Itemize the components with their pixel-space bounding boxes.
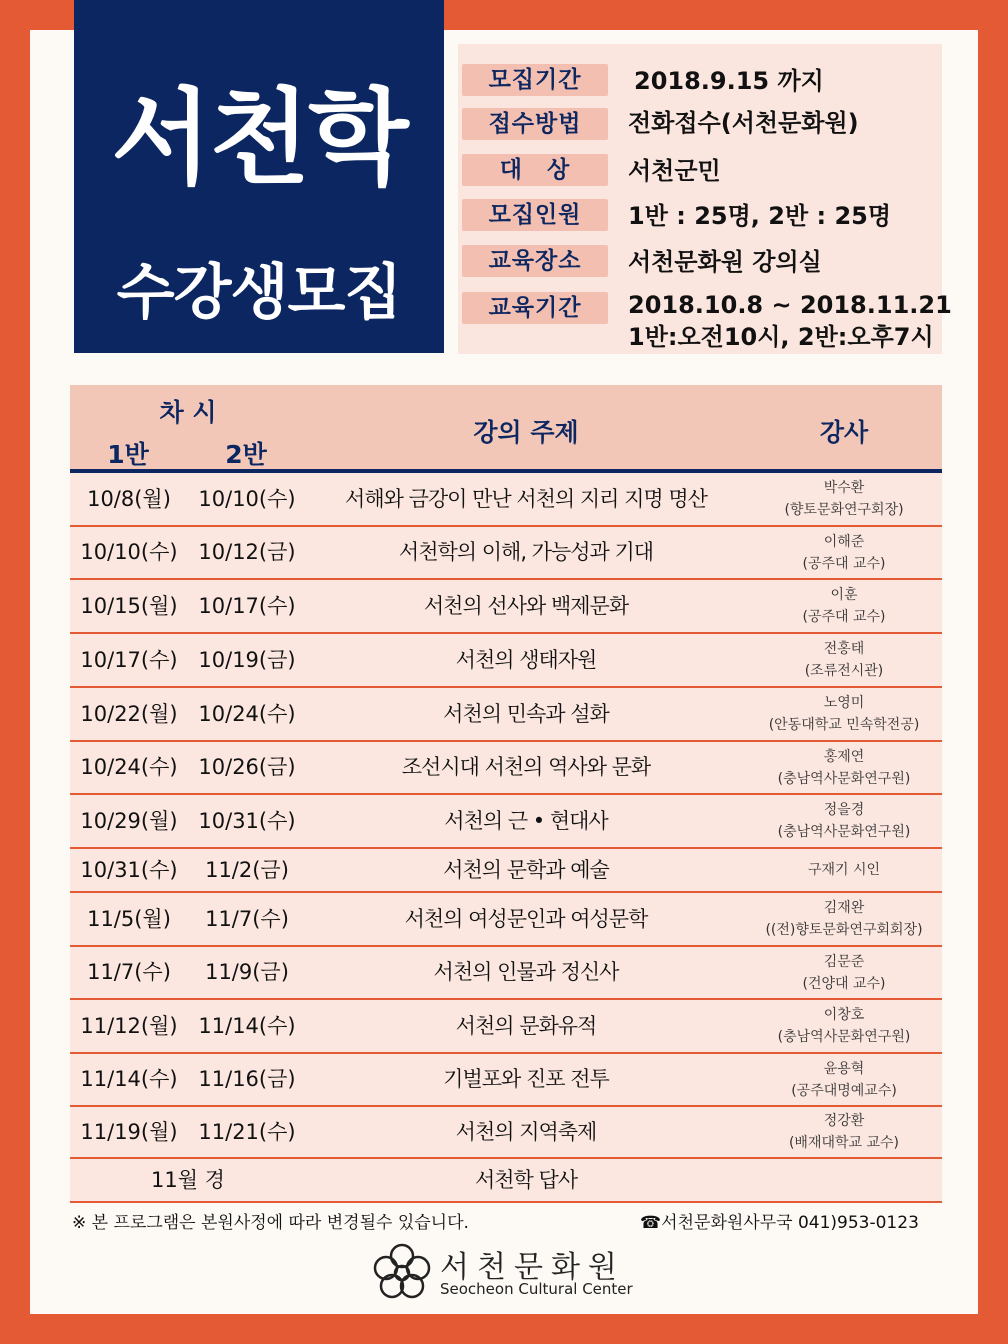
cell-class2-date: 10/17(수) [198,594,296,618]
instructor-name: 노영미 [823,695,865,711]
cell-topic: 기벌포와 진포 전투 [443,1067,609,1091]
info-label: 대 상 [462,154,608,186]
instructor-affiliation: ((전)향토문화연구회회장) [765,922,923,938]
table-row [70,1054,942,1107]
header-class2: 2반 [225,440,267,469]
cell-class2-date: 10/12(금) [198,540,296,564]
info-label: 모집기간 [462,64,608,96]
flower-emblem-icon [370,1240,434,1304]
table-row [70,849,942,893]
cell-class2-date: 10/31(수) [198,809,296,833]
cell-topic: 서천의 여성문인과 여성문학 [404,907,648,931]
table-row [70,742,942,795]
table-header [70,385,942,473]
instructor-name: 김재완 [823,900,865,916]
cell-instructor [756,688,932,740]
instructor-name: 김문준 [823,953,865,970]
instructor-name: 박수환 [823,480,865,496]
info-value: 전화접수(서천문화원) [628,109,859,137]
instructor-affiliation: (충남역사문화연구원) [777,1029,911,1045]
cell-date: 11월 경 [151,1168,225,1192]
info-value: 서천군민 [628,157,721,185]
instructor-affiliation: (공주대명예교수) [791,1082,897,1099]
cell-instructor [756,580,932,632]
cell-class1-date: 10/24(수) [80,755,178,779]
header-session: 차 시 [159,398,217,427]
instructor-name: 윤용혁 [823,1060,865,1077]
cell-instructor [756,947,932,998]
logo [370,1240,670,1304]
cell-class1-date: 10/31(수) [80,858,178,882]
cell-topic: 서천의 근 • 현대사 [444,809,608,833]
cell-instructor [756,527,932,578]
instructor-affiliation: (충남역사문화연구원) [777,824,911,840]
table-row [70,634,942,688]
title-box [74,0,444,353]
instructor-name: 정강환 [823,1113,865,1129]
header-instructor: 강사 [819,418,869,447]
info-value: 서천문화원 강의실 [628,248,822,276]
poster-title: 서천학 [111,77,407,199]
instructor-name: 이창호 [823,1007,865,1023]
notice-text: ※ 본 프로그램은 본원사정에 따라 변경될수 있습니다. [72,1213,469,1233]
logo-name: 서천문화원 [440,1250,625,1285]
table-row [70,527,942,580]
cell-instructor [756,1000,932,1052]
cell-instructor [756,795,932,847]
cell-topic: 서천의 문학과 예술 [443,858,609,882]
instructor-affiliation: (공주대 교수) [802,609,886,625]
info-label: 접수방법 [462,108,608,140]
cell-class1-date: 11/5(월) [87,907,171,931]
table-row [70,893,942,947]
table-row [70,688,942,742]
cell-topic: 서천학의 이해, 가능성과 기대 [398,540,654,564]
table-row [70,1107,942,1159]
table-row [70,473,942,527]
table-row [70,947,942,1000]
instructor-affiliation: (공주대 교수) [802,555,886,572]
cell-class2-date: 11/16(금) [198,1067,296,1091]
info-label: 교육장소 [462,245,608,277]
cell-class1-date: 10/29(월) [80,809,178,833]
info-box [458,44,952,354]
header-topic: 강의 주제 [473,418,579,447]
info-value: 1반 : 25명, 2반 : 25명 [628,202,892,230]
instructor-name: 이해준 [823,533,865,550]
cell-instructor [756,893,932,945]
cell-class2-date: 11/7(수) [205,907,289,931]
info-value: 2018.9.15 까지 [634,67,824,95]
instructor-affiliation: (향토문화연구회장) [784,502,904,518]
logo-english: Seocheon Cultural Center [440,1280,633,1298]
cell-class2-date: 10/26(금) [198,755,296,779]
cell-class2-date: 10/19(금) [198,648,296,672]
cell-topic: 조선시대 서천의 역사와 문화 [401,755,651,779]
cell-topic: 서천학 답사 [474,1168,578,1192]
cell-topic: 서해와 금강이 만난 서천의 지리 지명 명산 [345,487,707,511]
cell-class1-date: 10/10(수) [80,540,178,564]
info-label: 교육기간 [462,292,608,324]
cell-instructor [756,849,932,891]
table-row-last [70,1159,942,1203]
cell-class1-date: 11/12(월) [80,1014,178,1038]
cell-class1-date: 11/19(월) [80,1120,178,1144]
poster-subtitle: 수강생모집 [116,258,402,328]
cell-class2-date: 10/10(수) [198,487,296,511]
cell-topic: 서천의 선사와 백제문화 [423,594,629,618]
info-value: 2018.10.8 ~ 2018.11.21 [628,291,952,319]
cell-class1-date: 11/14(수) [80,1067,178,1091]
header-class1: 1반 [107,440,149,469]
cell-class1-date: 10/15(월) [80,594,178,618]
cell-instructor [756,742,932,793]
instructor-affiliation: (배재대학교 교수) [788,1135,900,1151]
instructor-name: 이훈 [830,587,858,603]
contact-text: ☎서천문화원사무국 041)953-0123 [640,1213,919,1233]
instructor-name: 전홍태 [823,641,865,657]
cell-class2-date: 11/21(수) [198,1120,296,1144]
table-row [70,1000,942,1054]
info-value-time: 1반:오전10시, 2반:오후7시 [628,323,934,351]
cell-class2-date: 10/24(수) [198,702,296,726]
instructor-affiliation: (건양대 교수) [802,975,886,992]
cell-topic: 서천의 인물과 정신사 [433,960,619,984]
cell-topic: 서천의 지역축제 [455,1120,597,1144]
table-row [70,795,942,849]
table-row [70,580,942,634]
instructor-affiliation: (충남역사문화연구원) [777,770,911,787]
cell-class2-date: 11/14(수) [198,1014,296,1038]
cell-topic: 서천의 민속과 설화 [443,702,609,726]
cell-instructor [756,473,932,525]
cell-class2-date: 11/9(금) [205,960,289,984]
cell-instructor [756,1054,932,1105]
instructor-affiliation: (조류전시관) [804,663,884,679]
cell-class1-date: 11/7(수) [87,960,171,984]
cell-class1-date: 10/8(월) [87,487,171,511]
cell-topic: 서천의 생태자원 [455,648,597,672]
cell-instructor [756,1107,932,1157]
cell-class1-date: 10/22(월) [80,702,178,726]
instructor-name: 구재기 시인 [807,862,881,878]
instructor-affiliation: (안동대학교 민속학전공) [768,717,920,733]
cell-class2-date: 11/2(금) [205,858,289,882]
cell-topic: 서천의 문화유적 [455,1014,597,1038]
instructor-name: 홍제연 [823,748,865,765]
info-label: 모집인원 [462,199,608,231]
cell-instructor [756,634,932,686]
cell-class1-date: 10/17(수) [80,648,178,672]
instructor-name: 정을경 [823,802,865,818]
